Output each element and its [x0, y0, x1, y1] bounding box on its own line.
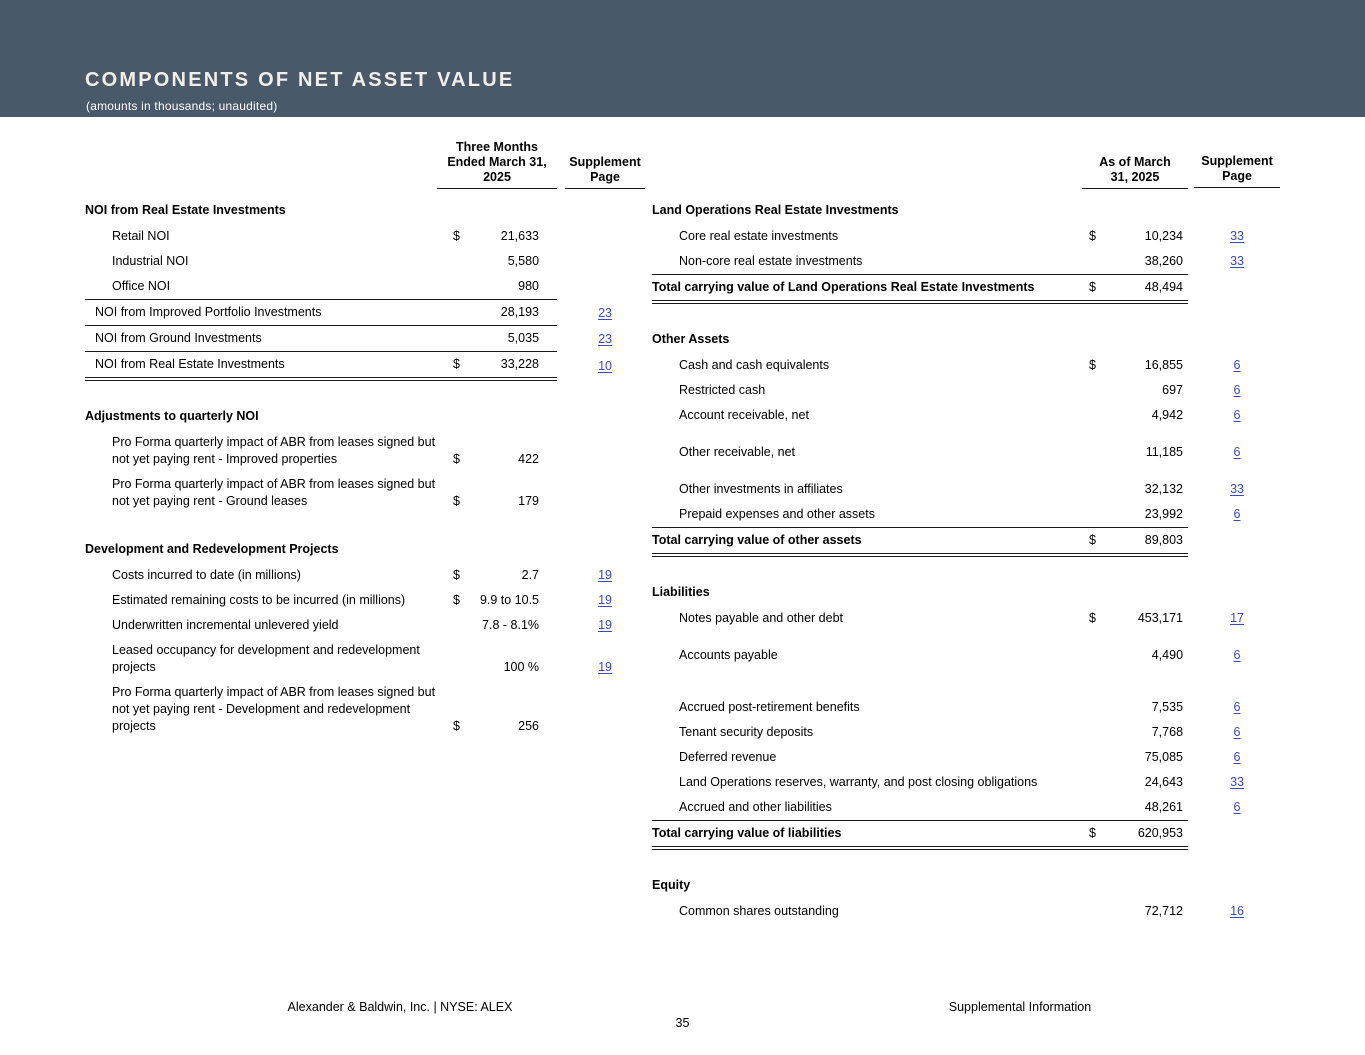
row-page [557, 430, 645, 472]
left-table-head [85, 140, 645, 189]
row-value: 38,260 [1144, 253, 1184, 268]
row-label: Pro Forma quarterly impact of ABR from leases signed but not yet paying rent - Improved properties [112, 435, 436, 466]
table-row [652, 668, 1280, 720]
row-page [1188, 274, 1280, 302]
total-row [85, 352, 645, 380]
page-column-header [1188, 140, 1280, 188]
row-page [1188, 502, 1280, 528]
table-row [652, 403, 1280, 428]
row-label: Pro Forma quarterly impact of ABR from leases signed but not yet paying rent - Development and redevelopment projects [112, 685, 436, 733]
total-row [652, 820, 1280, 848]
footer-company-ticker: Alexander & Baldwin, Inc. | NYSE: ALEX [287, 1000, 513, 1014]
section-title-row [85, 189, 645, 225]
row-page [1188, 795, 1280, 821]
row-dollar-sign [1082, 403, 1102, 428]
row-dollar-sign [1082, 899, 1102, 924]
row-value: 980 [518, 279, 540, 293]
row-value: 11,185 [1145, 444, 1184, 459]
row-label: Total carrying value of other assets [652, 527, 1082, 555]
row-dollar-sign: $ [453, 452, 460, 466]
row-label: Restricted cash [679, 382, 766, 397]
table-row [652, 224, 1280, 249]
table-row [652, 428, 1280, 465]
row-value: 89,803 [1102, 527, 1188, 555]
subtotal-row [85, 300, 645, 326]
row-label: Non-core real estate investments [679, 253, 863, 268]
section-title: Other Assets [652, 331, 730, 346]
row-page [557, 300, 645, 326]
row-value: 23,992 [1144, 506, 1184, 521]
row-dollar-sign: $ [453, 494, 460, 508]
table-row [652, 631, 1280, 668]
row-dollar-sign [1082, 795, 1102, 821]
row-label: Tenant security deposits [679, 724, 814, 739]
table-row [85, 224, 645, 249]
supplement-page-link[interactable]: 19 [598, 593, 612, 607]
row-dollar-sign [437, 300, 461, 326]
row-label: Other investments in affiliates [679, 481, 843, 496]
row-label: Pro Forma quarterly impact of ABR from leases signed but not yet paying rent - Ground leases [112, 477, 436, 508]
row-label: Common shares outstanding [679, 903, 839, 918]
row-page [557, 563, 645, 588]
row-value: 7,535 [1151, 699, 1184, 714]
section-title: Land Operations Real Estate Investments [652, 202, 899, 217]
section-noi-from-real-estate-investments [85, 189, 645, 380]
table-row [652, 353, 1280, 378]
row-label: NOI from Ground Investments [85, 326, 437, 352]
row-dollar-sign [1082, 502, 1102, 528]
row-value: 2.7 [521, 568, 540, 582]
table-row [652, 899, 1280, 924]
row-label: NOI from Real Estate Investments [85, 352, 437, 380]
table-row [652, 378, 1280, 403]
page-title: COMPONENTS OF NET ASSET VALUE [85, 69, 515, 91]
section-adjustments-to-quarterly-noi [85, 379, 645, 514]
supplement-page-link[interactable]: 16 [1230, 903, 1244, 918]
row-value: 4,490 [1151, 647, 1184, 662]
total-row [652, 274, 1280, 302]
row-page [1188, 668, 1280, 720]
header-row [652, 140, 1280, 188]
row-page [557, 326, 645, 352]
row-label: Office NOI [112, 279, 171, 293]
section-title-row [652, 848, 1280, 899]
row-page [1188, 403, 1280, 428]
section-development-and-redevelopment-projects [85, 514, 645, 739]
table-row [85, 249, 645, 274]
supplement-page-link[interactable]: 19 [598, 618, 612, 632]
row-value: 24,643 [1144, 774, 1184, 789]
row-label: Accrued post-retirement benefits [679, 699, 860, 714]
row-dollar-sign: $ [1089, 228, 1096, 243]
row-page [557, 472, 645, 514]
footer-document-title: Supplemental Information [948, 1000, 1092, 1014]
row-label: Land Operations reserves, warranty, and post closing obligations [679, 774, 1038, 789]
row-value: 256 [518, 719, 540, 733]
table-row [652, 770, 1280, 795]
row-page [557, 352, 645, 380]
section-title-row [652, 188, 1280, 224]
row-dollar-sign [1082, 631, 1102, 668]
supplement-page-link[interactable]: 33 [1230, 228, 1244, 243]
row-page [1188, 770, 1280, 795]
row-label: Estimated remaining costs to be incurred (in millions) [112, 593, 406, 607]
section-equity [652, 848, 1280, 924]
total-row [652, 527, 1280, 555]
section-title: Adjustments to quarterly NOI [85, 409, 259, 423]
row-page [1188, 899, 1280, 924]
table-row [85, 613, 645, 638]
row-value: 33,228 [461, 352, 557, 380]
table-row [652, 745, 1280, 770]
row-page [1188, 720, 1280, 745]
row-dollar-sign: $ [453, 229, 460, 243]
period-column-header: Three Months Ended March 31, 2025 [437, 140, 557, 189]
row-label: Total carrying value of liabilities [652, 820, 1082, 848]
row-value: 453,171 [1137, 610, 1184, 625]
table-row [85, 274, 645, 300]
table-row [652, 465, 1280, 502]
row-value: 5,580 [507, 254, 540, 268]
row-dollar-sign: $ [1082, 527, 1102, 555]
row-page [1188, 428, 1280, 465]
subtotal-row [85, 326, 645, 352]
supplement-page-link[interactable]: 6 [1233, 382, 1241, 397]
section-liabilities [652, 555, 1280, 848]
footer-page-number: 35 [675, 1016, 690, 1030]
row-page [557, 249, 645, 274]
row-value: 422 [518, 452, 540, 466]
section-title: Liabilities [652, 584, 710, 599]
row-page [557, 274, 645, 300]
row-dollar-sign: $ [453, 593, 460, 607]
section-other-assets [652, 302, 1280, 555]
supplement-page-link[interactable]: 6 [1233, 699, 1241, 714]
row-value: 75,085 [1144, 749, 1184, 764]
supplement-page-link[interactable]: 6 [1233, 507, 1241, 521]
row-label: Industrial NOI [112, 254, 189, 268]
supplement-page-link[interactable]: 6 [1233, 407, 1241, 422]
balance-sheet-table [652, 140, 1280, 924]
section-title: NOI from Real Estate Investments [85, 203, 286, 217]
table-row [85, 588, 645, 613]
row-value: 7.8 - 8.1% [482, 618, 540, 632]
row-label: Account receivable, net [679, 407, 809, 422]
row-label: Leased occupancy for development and redevelopment projects [112, 643, 420, 674]
page-column-header [557, 140, 645, 189]
section-land-operations-real-estate-investments [652, 188, 1280, 302]
supplement-page-link[interactable]: 6 [1233, 647, 1241, 662]
row-label: Costs incurred to date (in millions) [112, 568, 301, 582]
table-row [85, 680, 645, 739]
row-dollar-sign [1082, 745, 1102, 770]
supplement-page-link[interactable]: 23 [598, 331, 612, 346]
row-label: Other receivable, net [679, 444, 796, 459]
row-page [1188, 224, 1280, 249]
row-value: 72,712 [1144, 903, 1184, 918]
section-title: Development and Redevelopment Projects [85, 542, 339, 556]
supplement-page-link[interactable]: 6 [1233, 357, 1241, 372]
row-label: NOI from Improved Portfolio Investments [85, 300, 437, 326]
row-dollar-sign [1082, 249, 1102, 275]
row-dollar-sign [1082, 465, 1102, 502]
section-title-row [85, 379, 645, 430]
header-row [85, 140, 645, 189]
table-row [85, 472, 645, 514]
row-label: Deferred revenue [679, 749, 777, 764]
row-dollar-sign [1082, 428, 1102, 465]
row-label: Underwritten incremental unlevered yield [112, 618, 339, 632]
supplement-page-link[interactable]: 6 [1233, 444, 1241, 459]
table-row [85, 638, 645, 680]
right-table-head [652, 140, 1280, 188]
row-label: Accrued and other liabilities [679, 799, 832, 814]
row-page [557, 588, 645, 613]
row-page [1188, 527, 1280, 555]
row-value: 48,494 [1102, 274, 1188, 302]
table-row [652, 249, 1280, 275]
row-value: 28,193 [461, 300, 557, 326]
section-title-row [85, 514, 645, 563]
page-column-header-text: Supplement Page [565, 155, 645, 189]
row-value: 100 % [503, 660, 540, 674]
supplement-page-link[interactable]: 19 [598, 568, 612, 582]
row-page [557, 638, 645, 680]
table-row [652, 720, 1280, 745]
row-page [557, 613, 645, 638]
supplement-page-link[interactable]: 23 [598, 305, 612, 320]
row-page [1188, 353, 1280, 378]
row-value: 4,942 [1151, 407, 1184, 422]
supplement-page-link[interactable]: 17 [1230, 610, 1244, 625]
table-row [652, 606, 1280, 631]
row-dollar-sign: $ [1082, 820, 1102, 848]
label-column-header [85, 140, 437, 189]
page-column-header-text: Supplement Page [1194, 154, 1280, 188]
supplement-page-link[interactable]: 33 [1230, 774, 1244, 789]
row-dollar-sign: $ [1082, 274, 1102, 302]
row-label: Notes payable and other debt [679, 610, 844, 625]
row-label: Cash and cash equivalents [679, 357, 830, 372]
table-row [652, 502, 1280, 528]
row-value: 5,035 [461, 326, 557, 352]
row-page [1188, 745, 1280, 770]
row-dollar-sign: $ [437, 352, 461, 380]
row-value: 16,855 [1144, 357, 1184, 372]
row-value: 9.9 to 10.5 [479, 593, 540, 607]
row-page [1188, 465, 1280, 502]
row-page [1188, 249, 1280, 275]
row-page [557, 680, 645, 739]
supplement-page-link[interactable]: 6 [1233, 724, 1241, 739]
page-subtitle: (amounts in thousands; unaudited) [86, 99, 278, 113]
row-dollar-sign [437, 326, 461, 352]
table-row [652, 795, 1280, 821]
row-dollar-sign [1082, 720, 1102, 745]
row-dollar-sign: $ [453, 719, 460, 733]
row-label: Total carrying value of Land Operations Real Estate Investments [652, 274, 1082, 302]
row-page [1188, 631, 1280, 668]
row-dollar-sign [437, 613, 461, 638]
page-header-banner [0, 0, 1365, 117]
table-row [85, 430, 645, 472]
row-page [557, 224, 645, 249]
row-label: Core real estate investments [679, 228, 839, 243]
supplement-page-link[interactable]: 6 [1233, 749, 1241, 764]
row-dollar-sign [437, 274, 461, 300]
section-title-row [652, 555, 1280, 606]
label-column-header [652, 140, 1082, 188]
row-value: 179 [518, 494, 540, 508]
row-label: Retail NOI [112, 229, 170, 243]
row-value: 697 [1162, 382, 1184, 397]
row-label: Prepaid expenses and other assets [679, 506, 875, 521]
row-value: 32,132 [1144, 481, 1184, 496]
row-dollar-sign [1082, 770, 1102, 795]
table-row [85, 563, 645, 588]
row-value: 7,768 [1151, 724, 1184, 739]
row-dollar-sign [437, 249, 461, 274]
row-page [1188, 378, 1280, 403]
row-value: 48,261 [1144, 799, 1184, 814]
supplement-page-link[interactable]: 19 [598, 660, 612, 674]
supplement-page-link[interactable]: 33 [1230, 254, 1244, 268]
noi-components-table [85, 140, 645, 739]
row-dollar-sign [1082, 378, 1102, 403]
row-page [1188, 606, 1280, 631]
supplement-page-link[interactable]: 6 [1233, 800, 1241, 814]
row-label: Accounts payable [679, 647, 778, 662]
row-dollar-sign [437, 638, 461, 680]
row-dollar-sign: $ [1089, 610, 1096, 625]
row-dollar-sign: $ [453, 568, 460, 582]
supplement-page-link[interactable]: 33 [1230, 481, 1244, 496]
row-page [1188, 820, 1280, 848]
row-value: 10,234 [1144, 228, 1184, 243]
supplement-page-link[interactable]: 10 [598, 359, 612, 373]
row-dollar-sign [1082, 668, 1102, 720]
section-title: Equity [652, 877, 691, 892]
row-dollar-sign: $ [1089, 357, 1096, 372]
row-value: 620,953 [1102, 820, 1188, 848]
asof-column-header: As of March 31, 2025 [1082, 140, 1188, 188]
row-value: 21,633 [500, 229, 540, 243]
section-title-row [652, 302, 1280, 353]
